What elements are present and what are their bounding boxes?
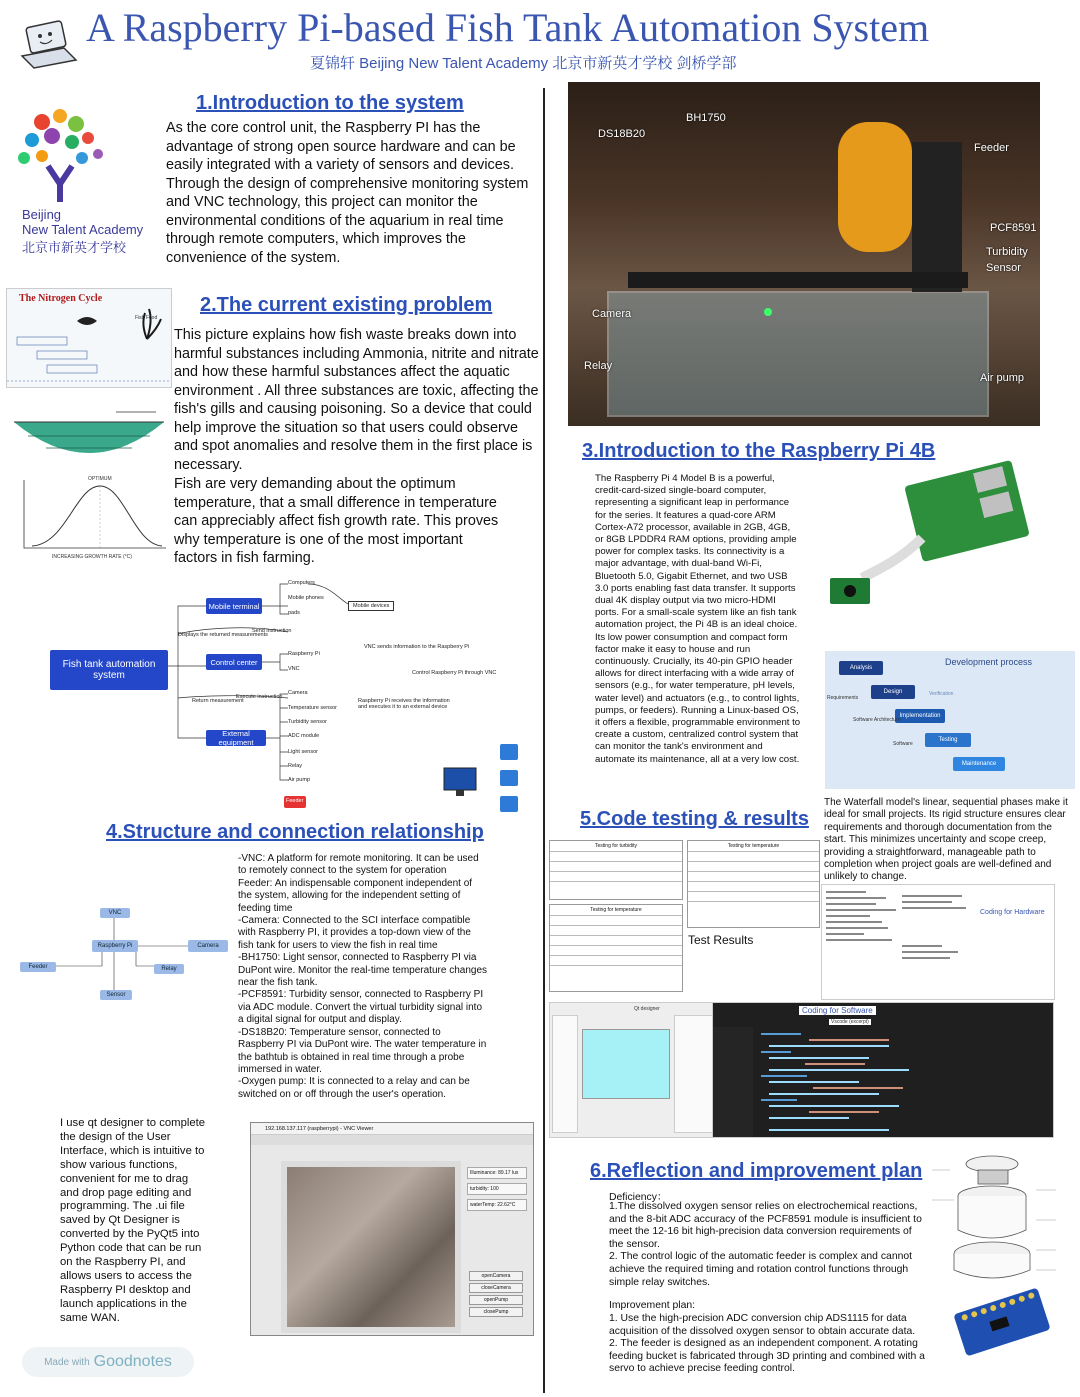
nitrogen-cycle-diagram: The Nitrogen Cycle Fish Food: [6, 288, 172, 388]
qt-property-panel: [674, 1015, 714, 1133]
vnc-camera-frame: [281, 1161, 461, 1333]
section1-heading: 1.Introduction to the system: [196, 92, 464, 114]
coding-hardware-screenshot: Coding for Hardware: [821, 884, 1055, 1000]
waterfall-description: The Waterfall model's linear, sequential phases make it ideal for small projects. Its rigid structure ensures clear requirements and thorough documentation from the start. This minimizes uncertainty and scope creep, providing a straightforward, manageable path to completion when project goals are well-defined and unlikely to change.: [824, 797, 1068, 883]
section6-heading: 6.Reflection and improvement plan: [590, 1160, 923, 1182]
structure-diagram: VNC Raspberry Pi Camera Relay Feeder Sensor: [14, 900, 234, 1040]
diagram-external-equipment: External equipment: [206, 730, 266, 746]
section2-body2: Fish are very demanding about the optimum temperature, that a small difference in temperature can appreciably affect fish growth rate. This proves why temperature is one of the most important factors in fish farming.: [174, 476, 499, 566]
section4-heading: 4.Structure and connection relationship: [106, 821, 484, 843]
improvement-body: 1. Use the high-precision ADC conversion chip ADS1115 for data acquisition of the dissolved oxygen sensor to obtain accurate data. 2. The feeder is designed as an independent component. A rotating feeding bucket is fabricated through 3D printing and combined with a servo to achieve precise feeding control.: [609, 1313, 925, 1375]
laptop-icon: [18, 20, 78, 72]
deficiency-body: 1.The dissolved oxygen sensor relies on electrochemical reactions, and the 8-bit ADC accuracy of the PCF8591 module is insufficient to meet the 12-16 bit high-precision data conversion requirements of the sensor. 2. The control logic of the automatic feeder is complex and cannot achieve the required timing and rotation control functions through simple relay switches.: [609, 1201, 922, 1288]
test-results-label: Test Results: [688, 933, 754, 947]
diagram-root-node: Fish tank automation system: [50, 650, 168, 690]
section3-body: The Raspberry Pi 4 Model B is a powerful, credit-card-sized single-board computer, representing a significant leap in performance for the series. It features a quad-core ARM Cortex-A72 processor, available in 2GB, 4GB, or 8GB LPDDR4 RAM options, providing ample power for complex tasks. Its connectivity is a major advantage, with dual-band Wi-Fi, Bluetooth 5.0, Gigabit Ethernet, and two USB 3.0 ports enabling fast data transfer. It supports dual 4K display output via two micro-HDMI ports. For a small-scale system like an fish tank automation project, the Pi 4B is an ideal choice. Its low power consumption and compact form factor make it easy to house and run continuously. Crucially, its 40-pin GPIO header allows for direct interfacing with a wide array of sensors (e.g., for water temperature, pH levels, water level) and actuators (e.g., to control lights, pumps, or feeders). Running a Linux-based OS, it offers a flexible, programmable environment to create a custom, centralized control system that can monitor the tank's environment and automate its maintenance, all at a very low cost.: [595, 473, 801, 765]
qt-widget-box: [552, 1015, 578, 1133]
waterfall-diagram: Development process Analysis Design Implementation Testing Maintenance Requirements Software Architecture Software Verification: [825, 651, 1075, 789]
system-architecture-diagram: Fish tank automation system Mobile terminal Control center External equipment Computers Mobile phones pads Mobile devices Displays the returned measurements Send instruction Raspberry Pi VNC VNC sends information to the Raspberry Pi Control Raspberry Pi through VNC Return measurement Execute instruction Camera Temperature sensor Turbidity sensor ADC module Light sensor Relay Air pump Raspberry Pi receives the information and executes it to an external device Feeder: [48, 574, 540, 812]
school-name-en-1: Beijing: [22, 207, 62, 222]
temperature-test-table-1: Testing for temperature: [549, 904, 683, 992]
section2-body: This picture explains how fish waste breaks down into harmful substances including Ammonia, nitrite and nitrate and how these harmful substances affect the aquatic environment . All three substances are toxic, affecting the fish's gills and causing poisoning. So a device that could help improve the situation so that users could observe and spot anomalies and resolve them in the first place is necessary.: [174, 327, 539, 473]
temperature-test-table-2: Testing for temperature: [687, 840, 820, 928]
ads1115-module-image: [944, 1284, 1060, 1366]
section2-heading: 2.The current existing problem: [200, 294, 493, 316]
close-pump-button[interactable]: closePump: [469, 1307, 523, 1317]
goodnotes-badge: Made with Goodnotes: [22, 1347, 194, 1377]
section4-body: -VNC: A platform for remote monitoring. It can be used to remotely connect to the system for operation Feeder: An indispensable component independent of the system, allowing for the independent setting of feeding time -Camera: Connected to the SCI interface compatible with Raspberry PI, it provides a top-down view of the fish tank for users to view the fish in real time -BH1750: Light sensor, connected to Raspberry PI via DuPont wire. Monitor the real-time temperature changes near the fish tank. -PCF8591: Turbidity sensor, connected to Raspberry PI via ADC module. Convert the virtual turbidity signal into a digital signal for output and display. -DS18B20: Temperature sensor, connected to Raspberry PI via DuPont wire. The water temperature in the bathtub is obtained in real time through a probe immersed in water. -Oxygen pump: It is connected to a relay and can be switched on or off through the user's operation.: [238, 853, 488, 1100]
coding-software-screenshot: Qt designer: [549, 1002, 815, 1138]
open-camera-button[interactable]: openCamera: [469, 1271, 523, 1281]
section3-heading: 3.Introduction to the Raspberry Pi 4B: [582, 440, 936, 462]
improvement-title: Improvement plan:: [609, 1300, 696, 1311]
feeder-exploded-view-image: [928, 1150, 1062, 1286]
vscode-screenshot: Coding for Software Vscode (excerpt): [712, 1002, 1054, 1138]
school-logo-tree-icon: [12, 104, 112, 204]
column-divider: [543, 88, 545, 1393]
vnc-viewer-window: 192.168.137.117 (raspberrypi) - VNC Viewer Illuminance: 89.17 lux turbidity: 100 waterTemp: 22.62°C openCamera closeCamera openPump closePump: [250, 1122, 534, 1336]
deficiency-title: Deficiency：: [609, 1192, 668, 1203]
diagram-control-center: Control center: [206, 654, 262, 670]
section5-heading: 5.Code testing & results: [580, 808, 809, 830]
lake-stratification-diagram: [6, 392, 172, 470]
section1-body: As the core control unit, the Raspberry PI has the advantage of strong open source hardware and can be easily integrated with a variety of sensors and devices. Through the design of comprehensive monitoring system and VNC technology, this project can monitor the environmental conditions of the aquarium in real time through remote computers, which improves the convenience of the system.: [166, 120, 529, 266]
qt-canvas: [582, 1029, 670, 1099]
fish-tank-photo: DS18B20 BH1750 Feeder PCF8591 Turbidity Sensor Camera Relay Air pump: [568, 82, 1040, 426]
close-camera-button[interactable]: closeCamera: [469, 1283, 523, 1293]
open-pump-button[interactable]: openPump: [469, 1295, 523, 1305]
school-name-en-2: New Talent Academy: [22, 222, 144, 237]
qt-designer-body: I use qt designer to complete the design of the User Interface, which is intuitive to show various functions, convenient for me to drag and drop page editing and programming. The .ui file saved by Qt Designer is converted by the PyQt5 into Python code that can be run on the Raspberry PI, and allows users to access the Raspberry PI desktop and launch applications in the same WAN.: [60, 1117, 206, 1324]
growth-rate-chart: OPTIMUM INCREASING GROWTH RATE (°C): [6, 474, 172, 564]
vnc-title-bar: 192.168.137.117 (raspberrypi) - VNC Viewer: [251, 1123, 533, 1135]
poster-title: A Raspberry Pi-based Fish Tank Automation System: [86, 5, 930, 50]
turbidity-test-table: Testing for turbidity: [549, 840, 683, 900]
raspberry-pi-board-image: [822, 458, 1034, 620]
diagram-mobile-terminal: Mobile terminal: [206, 598, 262, 614]
poster-subtitle: 夏锦轩 Beijing New Talent Academy 北京市新英才学校 剑桥学部: [310, 55, 737, 72]
school-name-cn: 北京市新英才学校: [22, 240, 127, 255]
vnc-toolbar: [251, 1135, 533, 1145]
